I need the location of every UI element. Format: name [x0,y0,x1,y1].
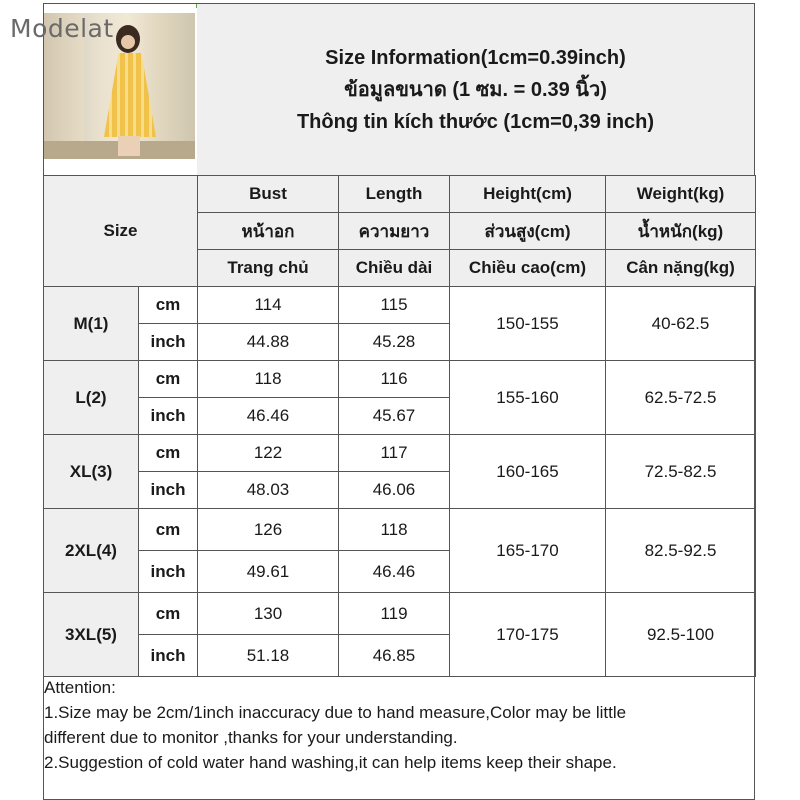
size-label: XL(3) [44,435,139,509]
header-line-en: Size Information(1cm=0.39inch) [325,46,626,69]
bust-inch: 46.46 [198,398,339,435]
length-inch: 45.28 [339,324,450,361]
photo-dress [104,53,156,137]
notes-line-3: 2.Suggestion of cold water hand washing,it can help items keep their shape. [44,753,617,772]
height-range: 150-155 [450,287,606,361]
unit-inch: inch [139,398,198,435]
table-row [44,361,756,398]
col-height-vi: Chiều cao(cm) [450,250,606,287]
unit-cm: cm [139,361,198,398]
length-cm: 119 [339,593,450,635]
col-height-th: ส่วนสูง(cm) [450,213,606,250]
table-row [44,435,756,472]
size-header: Size [44,176,198,287]
col-length-vi: Chiều dài [339,250,450,287]
unit-inch: inch [139,324,198,361]
watermark: Modelat [10,14,114,43]
col-weight-vi: Cân nặng(kg) [606,250,756,287]
unit-cm: cm [139,509,198,551]
weight-range: 40-62.5 [606,287,756,361]
table-row [44,509,756,551]
size-info-header [197,4,754,175]
notes-line-2: different due to monitor ,thanks for your understanding. [44,728,458,747]
col-bust-en: Bust [198,176,339,213]
length-inch: 45.67 [339,398,450,435]
col-length-en: Length [339,176,450,213]
length-cm: 117 [339,435,450,472]
col-bust-vi: Trang chủ [198,250,339,287]
unit-inch: inch [139,472,198,509]
weight-range: 62.5-72.5 [606,361,756,435]
height-range: 155-160 [450,361,606,435]
bust-cm: 130 [198,593,339,635]
col-height-en: Height(cm) [450,176,606,213]
notes-line-1: 1.Size may be 2cm/1inch inaccuracy due to hand measure,Color may be little [44,703,627,722]
attention-notes [44,675,744,775]
header-line-vi: Thông tin kích thước (1cm=0,39 inch) [296,110,655,133]
size-table [43,175,756,677]
unit-inch: inch [139,635,198,677]
col-length-th: ความยาว [339,213,450,250]
header-line-th: ข้อมูลขนาด (1 ซม. = 0.39 นิ้ว) [344,78,607,101]
bust-inch: 48.03 [198,472,339,509]
weight-range: 92.5-100 [606,593,756,677]
bust-cm: 122 [198,435,339,472]
height-range: 165-170 [450,509,606,593]
col-bust-th: หน้าอก [198,213,339,250]
col-weight-th: น้ำหนัก(kg) [606,213,756,250]
height-range: 170-175 [450,593,606,677]
size-label: 3XL(5) [44,593,139,677]
col-weight-en: Weight(kg) [606,176,756,213]
bust-cm: 126 [198,509,339,551]
photo-face [121,35,135,49]
length-cm: 118 [339,509,450,551]
size-label: L(2) [44,361,139,435]
notes-title: Attention: [44,678,116,697]
unit-cm: cm [139,287,198,324]
length-cm: 115 [339,287,450,324]
weight-range: 82.5-92.5 [606,509,756,593]
bust-cm: 114 [198,287,339,324]
size-label: M(1) [44,287,139,361]
unit-inch: inch [139,551,198,593]
unit-cm: cm [139,435,198,472]
length-inch: 46.46 [339,551,450,593]
unit-cm: cm [139,593,198,635]
length-cm: 116 [339,361,450,398]
bust-inch: 44.88 [198,324,339,361]
size-label: 2XL(4) [44,509,139,593]
length-inch: 46.85 [339,635,450,677]
photo-legs [118,136,140,156]
table-row [44,593,756,635]
height-range: 160-165 [450,435,606,509]
table-row [44,287,756,324]
weight-range: 72.5-82.5 [606,435,756,509]
length-inch: 46.06 [339,472,450,509]
bust-inch: 51.18 [198,635,339,677]
bust-cm: 118 [198,361,339,398]
header-row-en [44,176,756,213]
bust-inch: 49.61 [198,551,339,593]
